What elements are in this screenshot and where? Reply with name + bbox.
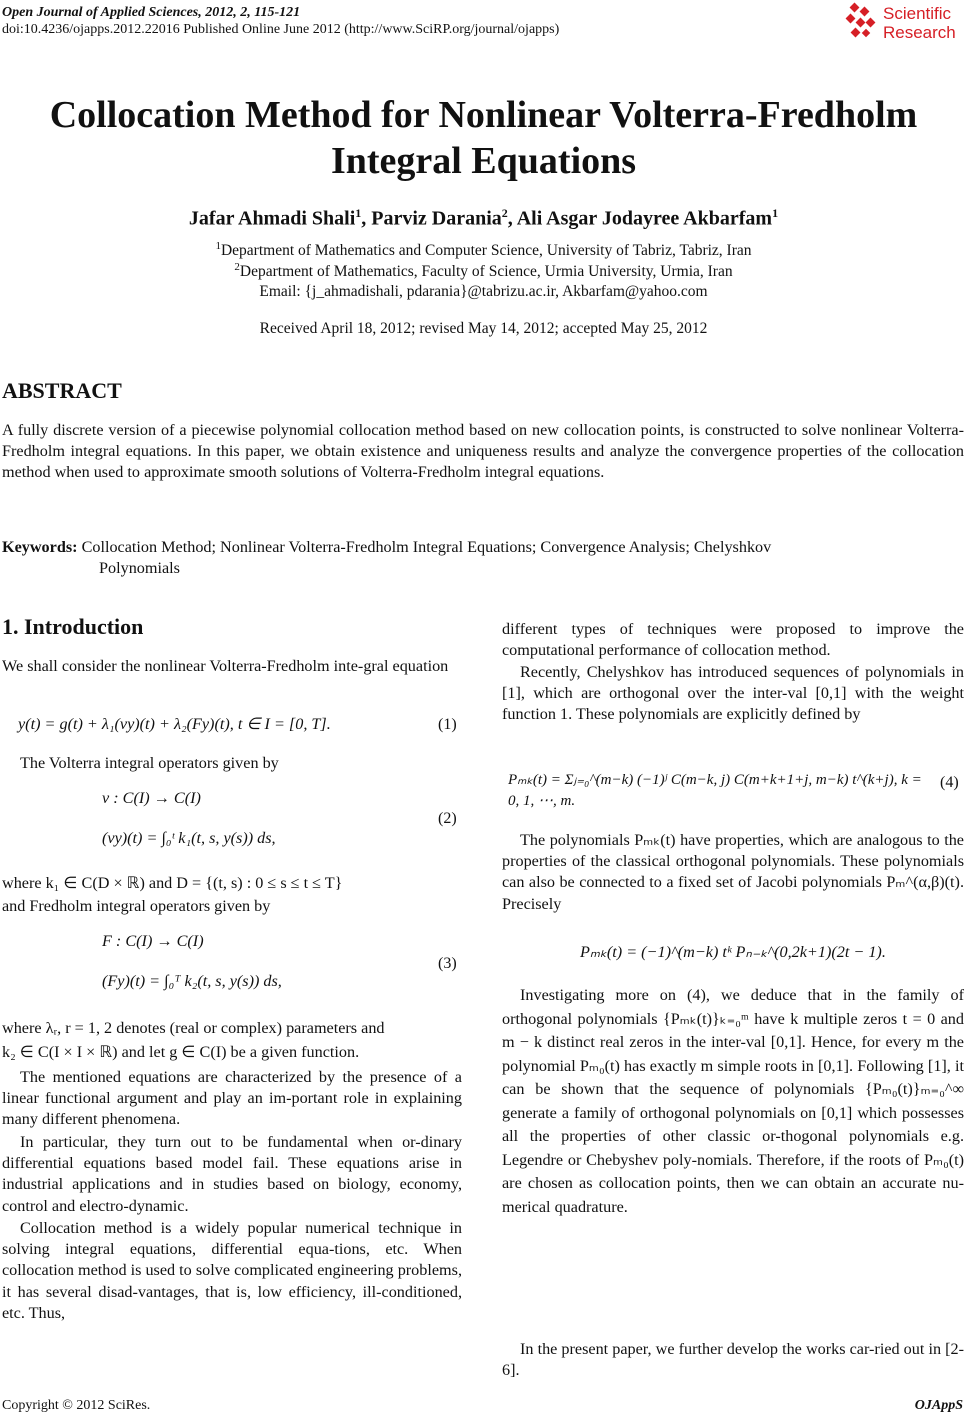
left-p3b: and Fredholm integral operators given by: [2, 897, 271, 915]
aff2-text: Department of Mathematics, Faculty of Science, Urmia University, Urmia, Iran: [239, 263, 733, 281]
equation-3-number: (3): [438, 955, 457, 972]
section-heading: 1. Introduction: [2, 614, 144, 639]
right-p1: different types of techniques were proposed to improve the computational performance of collocation method.: [502, 620, 964, 660]
author-3: , Ali Asgar Jodayree Akbarfam: [507, 207, 773, 230]
equation-1-number: (1): [438, 716, 457, 733]
left-p3a: where k₁ ∈ C(D × ℝ) and D = {(t, s) : 0 ≤ s ≤ t ≤ T}: [2, 874, 343, 892]
left-p6: In particular, they turn out to be fundamental when or-dinary differential equations based model fail. These equations arise in industrial applications and in studies based on biology, economy, control and electro-dynamic.: [2, 1133, 462, 1215]
keywords-block: [2, 537, 964, 579]
keywords-label: Keywords:: [2, 538, 78, 556]
logo-text-1: Scientific: [883, 4, 952, 23]
keywords-text-1: Collocation Method; Nonlinear Volterra-Fredholm Integral Equations; Convergence Analysis; Chelyshkov: [81, 538, 772, 556]
equation-2a: ν : C(I) → C(I): [102, 789, 201, 807]
received-dates: Received April 18, 2012; revised May 14, 2012; accepted May 25, 2012: [259, 320, 708, 337]
logo-text-2: Research: [883, 23, 956, 42]
equation-5: Pₘₖ(t) = (−1)^(m−k) tᵏ Pₙ₋ₖ^(0,2k+1)(2t − 1).: [580, 943, 886, 961]
abstract-heading: ABSTRACT: [2, 378, 122, 403]
logo-mark-icon: [843, 2, 883, 42]
paper-title: [0, 92, 967, 184]
right-p5: In the present paper, we further develop the works car-ried out in [2-6].: [502, 1340, 964, 1380]
author-1: Jafar Ahmadi Shali: [188, 207, 356, 230]
left-p4a: where λᵣ, r = 1, 2 denotes (real or complex) parameters and: [2, 1019, 385, 1037]
equation-4-number: (4): [940, 774, 959, 791]
doi-line: doi:10.4236/ojapps.2012.22016 Published Online June 2012 (http://www.SciRP.org/journal/ojapps): [2, 22, 560, 37]
email-line: Email: {j_ahmadishali, pdarania}@tabrizu.ac.ir, Akbarfam@yahoo.com: [259, 283, 708, 300]
equation-2-number: (2): [438, 810, 457, 827]
author-2-sup: 2: [501, 206, 508, 220]
copyright: Copyright © 2012 SciRes.: [2, 1398, 151, 1413]
author-2: , Parviz Darania: [361, 207, 502, 230]
journal-name: Open Journal of Applied Sciences: [2, 5, 199, 20]
abstract-text: A fully discrete version of a piecewise polynomial collocation method based on new collocation points, is constructed to solve nonlinear Volterra-Fredholm integral equations. In this paper, we obtain existence and uniqueness results and analyze the convergence properties of the collocation method when used to approximate smooth solutions of Volterra-Fredholm integral equations.: [2, 421, 964, 481]
equation-1: y(t) = g(t) + λ₁(νy)(t) + λ₂(Fy)(t), t ∈ I = [0, T].: [18, 715, 331, 733]
equation-3b: (Fy)(t) = ∫₀ᵀ k₂(t, s, y(s)) ds,: [102, 972, 282, 990]
keywords-text-2: Polynomials: [99, 559, 180, 577]
right-p2: Recently, Chelyshkov has introduced sequences of polynomials in [1], which are orthogonal over the inter-val [0,1] with the weight function 1. These polynomials are explicitly defined by: [502, 663, 964, 724]
affiliation-2: [0, 261, 967, 281]
equation-4: Pₘₖ(t) = Σⱼ₌₀^(m−k) (−1)ʲ C(m−k, j) C(m+k+1+j, m−k) t^(k+j), k = 0, 1, ⋯, m.: [508, 772, 922, 810]
affiliation-1: [0, 240, 967, 260]
aff2-sup: 2: [234, 261, 240, 273]
left-p1: We shall consider the nonlinear Volterra-Fredholm inte-gral equation: [2, 657, 449, 675]
author-3-sup: 1: [772, 206, 779, 220]
journal-header: [2, 4, 559, 38]
equation-2b: (νy)(t) = ∫₀ᵗ k₁(t, s, y(s)) ds,: [102, 829, 276, 847]
left-p7: Collocation method is a widely popular numerical technique in solving integral equations, differential equa-tions, etc. When collocation method is used to solve complicated engineering problems, it has several disad-vantages, that is, low efficiency, ill-conditioned, etc. Thus,: [2, 1219, 462, 1322]
left-p4b: k₂ ∈ C(I × I × ℝ) and let g ∈ C(I) be a given function.: [2, 1043, 360, 1061]
publisher-logo: [843, 2, 961, 44]
journal-abbreviation: OJAppS: [914, 1398, 963, 1413]
right-p4: Investigating more on (4), we deduce that in the family of orthogonal polynomials {Pₘₖ(t)}ₖ₌₀ᵐ have k multiple zeros t = 0 and m − k distinct real zeros in the inter-val [0,1]. Hence, for every m the polynomial Pₘ₀(t) has exactly m simple roots in [0,1]. Following [1], it can be shown that the sequence of polynomials {Pₘ₀(t)}ₘ₌₀^∞ generate a family of orthogonal polynomials on [0,1] which possesses all the properties of other classic or-thogonal polynomials e.g. Legendre or Chebyshev poly-nomials. Therefore, if the roots of Pₘ₀(t) are chosen as collocation points, then we can obtain an accurate nu-merical quadrature.: [502, 986, 964, 1216]
title-line-2: Integral Equations: [330, 140, 637, 182]
title-line-1: Collocation Method for Nonlinear Volterra-Fredholm: [49, 94, 918, 136]
left-p2: The Volterra integral operators given by: [20, 754, 279, 772]
aff1-text: Department of Mathematics and Computer Science, University of Tabriz, Tabriz, Iran: [220, 242, 752, 260]
aff1-sup: 1: [215, 240, 221, 252]
author-1-sup: 1: [355, 206, 362, 220]
journal-issue: , 2012, 2, 115-121: [198, 5, 301, 20]
equation-3a: F : C(I) → C(I): [102, 932, 204, 950]
authors: [0, 206, 967, 231]
left-p5: The mentioned equations are characterized by the presence of a linear functional argument and play an im-portant role in explaining many different phenomena.: [2, 1068, 462, 1129]
right-p3: The polynomials Pₘₖ(t) have properties, which are analogous to the properties of the classical orthogonal polynomials. These polynomials can also be connected to a fixed set of Jacobi polynomials Pₘ^(α,β)(t). Precisely: [502, 831, 964, 913]
